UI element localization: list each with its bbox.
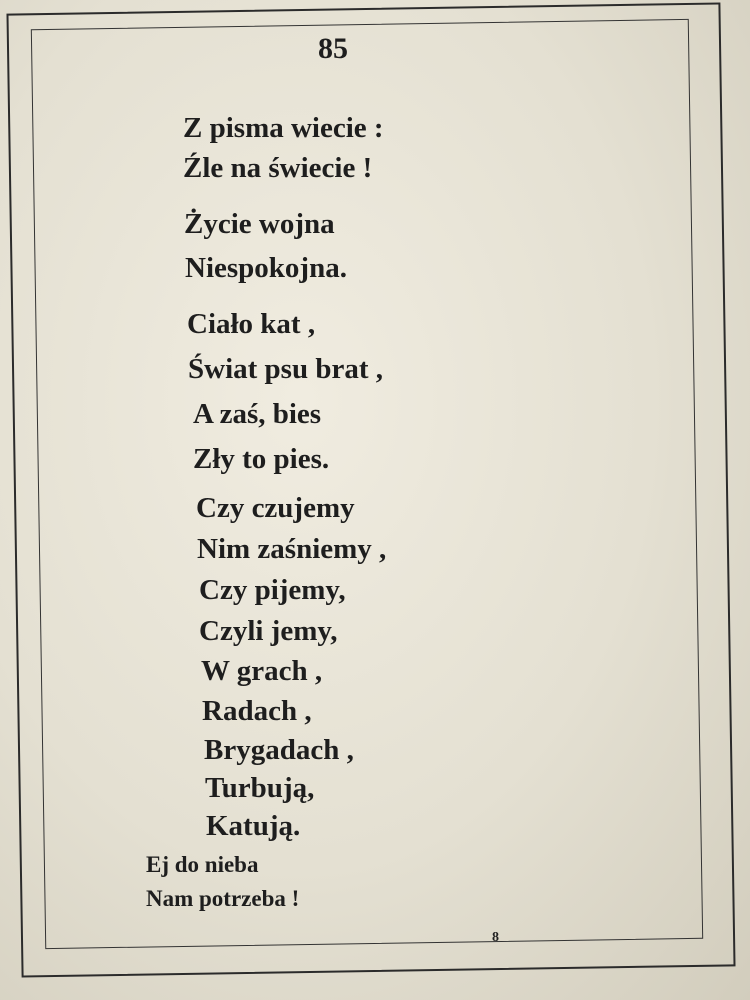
poem-line: Zły to pies. — [193, 443, 330, 475]
poem-line: Katują. — [206, 810, 301, 842]
poem-line: Czy czujemy — [196, 492, 355, 524]
poem-line: Życie wojna — [184, 208, 335, 240]
poem-line: Ciało kat , — [187, 308, 316, 340]
poem-line: Niespokojna. — [185, 252, 347, 284]
poem-line: Nam potrzeba ! — [146, 886, 300, 911]
poem-line: Nim zaśniemy , — [197, 533, 387, 565]
poem-line: Ej do nieba — [146, 852, 259, 877]
poem-line: W grach , — [201, 655, 323, 687]
poem-line: Brygadach , — [204, 734, 354, 766]
poem-line: Z pisma wiecie : — [183, 112, 384, 144]
poem-line: A zaś, bies — [193, 398, 322, 430]
signature-mark: 8 — [492, 930, 499, 945]
page-number: 85 — [318, 32, 348, 65]
poem-line: Czy pijemy, — [199, 574, 346, 606]
poem-line: Radach , — [202, 695, 312, 727]
poem-line: Źle na świecie ! — [183, 152, 373, 184]
poem-line: Świat psu brat , — [188, 353, 383, 385]
poem-line: Turbują, — [205, 772, 315, 804]
poem-line: Czyli jemy, — [199, 615, 338, 647]
